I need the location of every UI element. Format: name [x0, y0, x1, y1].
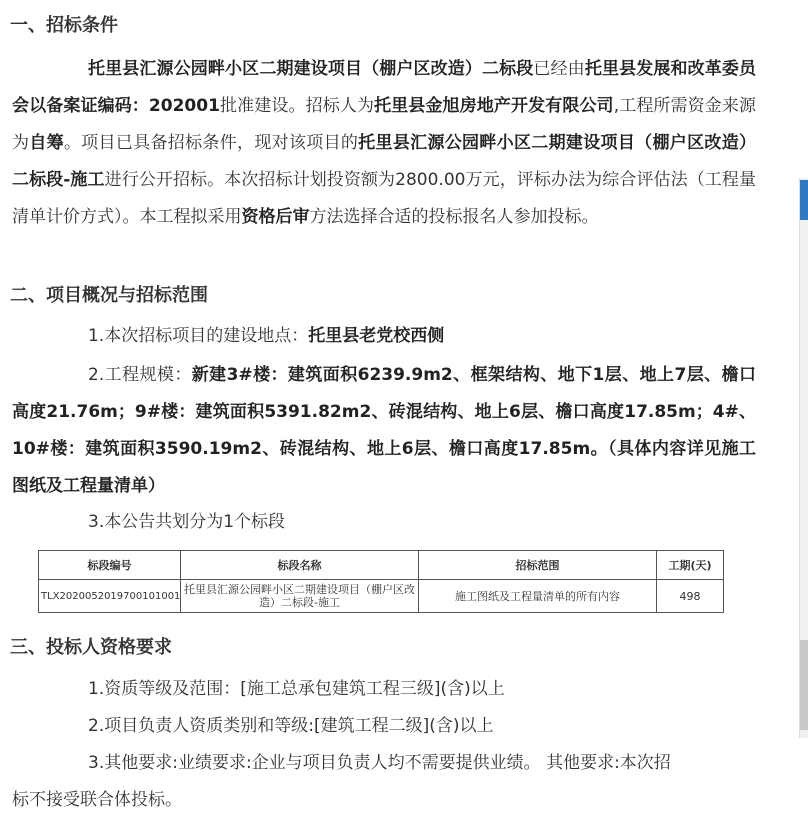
- table-header: 招标范围: [419, 551, 657, 580]
- requirement-item-other-cont: 标不接受联合体投标。: [12, 790, 182, 810]
- requirement-item-manager: 2.项目负责人资质类别和等级:[建筑工程二级](含)以上: [88, 716, 494, 736]
- bid-section-table: [38, 550, 724, 613]
- qualification-method: 资格后审: [241, 207, 310, 227]
- project-full-name: 托里县汇源公园畔小区二期建设项目（棚户区改造）二标段-施工: [12, 133, 757, 190]
- table-header: 标段编号: [39, 551, 181, 580]
- side-widget-tab[interactable]: [800, 640, 808, 730]
- section-heading-overview: 二、项目概况与招标范围: [10, 285, 208, 306]
- section-heading-requirements: 三、投标人资格要求: [10, 637, 172, 658]
- table-cell-scope: 施工图纸及工程量清单的所有内容: [419, 580, 657, 613]
- table-cell-name: 托里县汇源公园畔小区二期建设项目（棚户区改造）二标段-施工: [181, 580, 419, 613]
- section-heading-conditions: 一、招标条件: [10, 15, 118, 36]
- scrollbar-thumb[interactable]: [800, 180, 808, 220]
- overview-item-sections: 3.本公告共划分为1个标段: [88, 512, 286, 532]
- approver-name: 托里县发展和改革委员会以备案证编码：202001: [12, 59, 757, 116]
- location-value: 托里县老党校西侧: [308, 326, 445, 346]
- table-header-row: [39, 551, 724, 580]
- tenderer-name: 托里县金旭房地产开发有限公司: [374, 96, 614, 116]
- table-cell-code: TLX2020052019700101001: [39, 580, 181, 613]
- scale-value: 新建3#楼：建筑面积6239.9m2、框架结构、地下1层、地上7层、檐口高度21.76m；9#楼：建筑面积5391.82m2、砖混结构、地上6层、檐口高度17.85m；4#、10#楼：建筑面积3590.19m2、砖混结构、地上6层、檐口高度17.85m。（具体内容详见施工图纸及工程量清单）: [12, 365, 756, 496]
- table-cell-duration: 498: [657, 580, 724, 613]
- fund-source: 自筹: [29, 133, 64, 153]
- overview-item-location: 1.本次招标项目的建设地点：托里县老党校西侧: [88, 326, 445, 346]
- requirement-item-other: 3.其他要求:业绩要求:企业与项目负责人均不需要提供业绩。 其他要求:本次招: [88, 753, 671, 773]
- table-header: 工期(天): [657, 551, 724, 580]
- conditions-paragraph: 托里县汇源公园畔小区二期建设项目（棚户区改造）二标段已经由托里县发展和改革委员会以备案证编码：202001批准建设。招标人为托里县金旭房地产开发有限公司,工程所需资金来源为自筹。项目已具备招标条件，现对该项目的托里县汇源公园畔小区二期建设项目（棚户区改造）二标段-施工进行公开招标。本次招标计划投资额为2800.00万元，评标办法为综合评估法（工程量清单计价方式）。本工程拟采用资格后审方法选择合适的投标报名人参加投标。: [12, 59, 757, 227]
- requirement-item-qualification: 1.资质等级及范围：[施工总承包建筑工程三级](含)以上: [88, 679, 505, 699]
- table-header: 标段名称: [181, 551, 419, 580]
- project-name: 托里县汇源公园畔小区二期建设项目（棚户区改造）二标段: [88, 59, 534, 79]
- overview-item-scale: 2.工程规模：新建3#楼：建筑面积6239.9m2、框架结构、地下1层、地上7层、檐口高度21.76m；9#楼：建筑面积5391.82m2、砖混结构、地上6层、檐口高度17.85m；4#、10#楼：建筑面积3590.19m2、砖混结构、地上6层、檐口高度17.85m。（具体内容详见施工图纸及工程量清单）: [12, 365, 756, 496]
- table-row: [39, 580, 724, 613]
